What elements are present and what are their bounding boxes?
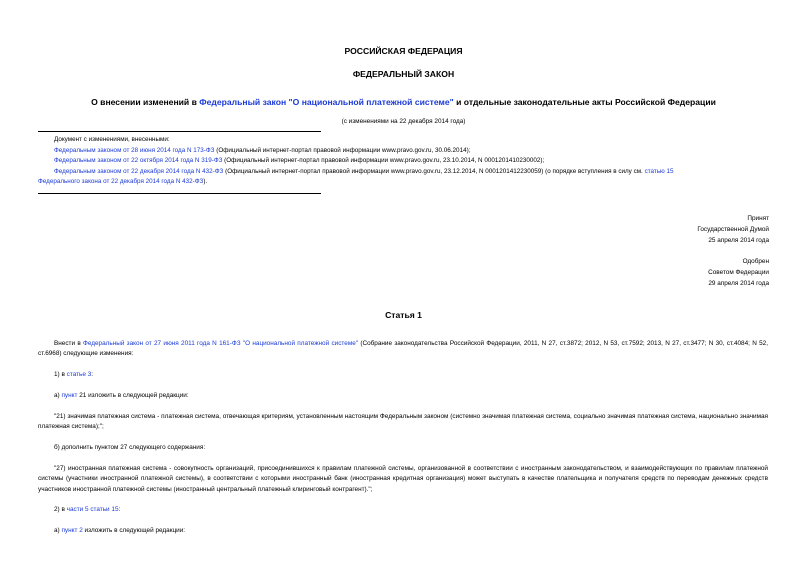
amendments-intro: Документ с изменениями, внесенными:	[54, 136, 170, 143]
article-paragraph	[38, 505, 768, 515]
paragraph-text: а)	[54, 527, 62, 534]
article-paragraph: "21) значимая платежная система - платежная система, отвечающая критериям, установленным настоящим Федеральным законом (системно значимая платежная система, социально значимая платежная система, национально значимая платежная система);";	[38, 413, 768, 431]
paragraph-text: а)	[54, 392, 62, 399]
part-5-article-15-link[interactable]: части 5 статьи 15	[66, 506, 119, 513]
paragraph-text: 1) в	[54, 371, 67, 378]
paragraph-text: 2) в	[54, 506, 67, 513]
adoption-duma	[697, 213, 769, 246]
point-link[interactable]: пункт	[61, 392, 78, 399]
article-15-link[interactable]: статью 15	[644, 167, 674, 175]
amendment-item	[38, 156, 773, 167]
amendment-item-continued	[38, 177, 773, 188]
law-type-heading: ФЕДЕРАЛЬНЫЙ ЗАКОН	[352, 69, 455, 79]
amendment-link[interactable]: Федеральным законом от 22 октября 2014 года N 319-ФЗ	[54, 157, 223, 164]
amendment-text-end: ).	[203, 178, 208, 185]
edition-note: (с изменениями на 22 декабря 2014 года)	[341, 118, 466, 125]
amendment-link[interactable]: Федеральным законом от 22 декабря 2014 года N 432-ФЗ	[54, 167, 224, 175]
paragraph-text: Внести в	[54, 340, 83, 347]
article-paragraph	[38, 370, 768, 380]
approved-label: Одобрен	[742, 258, 769, 265]
accepted-date: 25 апреля 2014 года	[708, 237, 769, 244]
document-title	[0, 97, 807, 107]
article-heading: Статья 1	[385, 310, 422, 320]
amendment-item	[38, 146, 773, 157]
bottom-divider	[38, 193, 321, 194]
amendment-text: (Официальный интернет-портал правовой информации www.pravo.gov.ru, 30.06.2014);	[214, 146, 471, 154]
article-paragraph	[38, 391, 768, 401]
paragraph-text: :	[91, 371, 94, 378]
article-paragraph: "27) иностранная платежная система - совокупность организаций, присоединившихся к правилам платежной системы, организованной в соответствии с иностранным законодательством, и взаимодействующих по правилам платежной системы (участники иностранной платежной системы), в соответствии с которыми иностранный банк (иностранная кредитная организация) может выступать в качестве плательщика и получателя средств по переводам денежных средств участников иностранной платежной системы (иностранный центральный платежный клиринговый контрагент).";	[38, 465, 768, 493]
paragraph-text: 21 изложить в следующей редакции:	[77, 392, 189, 399]
paragraph-text: (Собрание законодательства Российской Федерации, 2011, N 27, ст.3872; 2012, N 53, ст.7592; 2013, N 27, ст.3477; N 30, ст.4084; N 52, ст.6968) следующие изменения:	[38, 340, 768, 358]
title-suffix: и отдельные законодательные акты Российской Федерации	[453, 97, 716, 107]
title-prefix: О внесении изменений в	[91, 97, 200, 107]
approved-body: Советом Федерации	[708, 269, 769, 276]
amendment-link[interactable]: Федеральным законом от 28 июня 2014 года N 173-ФЗ	[54, 146, 215, 154]
article-paragraph	[38, 526, 768, 536]
article-paragraph	[38, 339, 768, 360]
amendment-item	[38, 167, 773, 178]
accepted-label: Принят	[747, 215, 769, 222]
accepted-body: Государственной Думой	[697, 226, 769, 233]
title-law-link[interactable]: Федеральный закон "О национальной платежной системе"	[199, 97, 454, 107]
paragraph-text: :	[118, 506, 121, 513]
paragraph-text: изложить в следующей редакции:	[82, 527, 186, 534]
point-2-link[interactable]: пункт 2	[61, 527, 83, 534]
approved-date: 29 апреля 2014 года	[708, 280, 769, 287]
article-paragraph: б) дополнить пунктом 27 следующего содержания:	[54, 444, 206, 451]
amendment-text: (Официальный интернет-портал правовой информации www.pravo.gov.ru, 23.12.2014, N 0001201412230059) (о порядке вступления в силу см.	[223, 167, 645, 175]
adoption-council	[708, 256, 769, 289]
law-432-link[interactable]: Федерального закона от 22 декабря 2014 года N 432-ФЗ	[38, 178, 204, 185]
amendments-block	[38, 135, 773, 188]
law-161-link[interactable]: Федеральный закон от 27 июня 2011 года N 161-ФЗ "О национальной платежной системе"	[82, 340, 359, 347]
amendment-text: (Официальный интернет-портал правовой информации www.pravo.gov.ru, 23.10.2014, N 0001201410230002);	[222, 157, 545, 164]
federation-heading: РОССИЙСКАЯ ФЕДЕРАЦИЯ	[344, 46, 463, 56]
top-divider	[38, 131, 321, 132]
article-3-link[interactable]: статье 3	[66, 371, 92, 378]
